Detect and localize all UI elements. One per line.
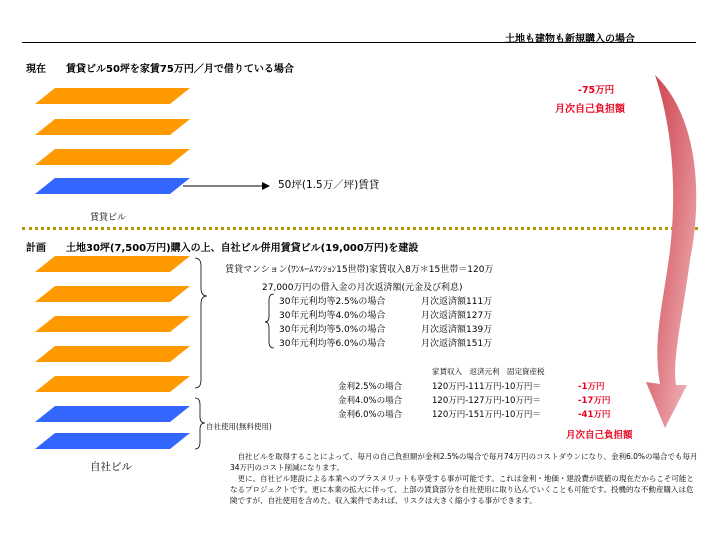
rental-floor-4 <box>35 178 190 194</box>
calc-formula-2: 120万円-127万円-10万円＝ <box>432 396 541 406</box>
calc-case-1: 金利2.5%の場合 <box>338 382 403 392</box>
loan-rate-4: 30年元利均等6.0%の場合 <box>279 339 386 349</box>
plan-floor-3 <box>35 316 190 332</box>
rent-arrow-head <box>262 182 270 190</box>
calc-result-1: -1万円 <box>578 382 605 392</box>
current-burden-label: 月次自己負担額 <box>555 104 625 115</box>
page-title: 土地も建物も新規購入の場合 <box>505 34 635 45</box>
calc-header: 家賃収入 返済元利 固定資産税 <box>432 367 545 376</box>
plan-floor-6 <box>35 406 190 422</box>
rental-floor-1 <box>35 88 190 104</box>
loan-payment-2: 月次返済額127万 <box>421 311 493 321</box>
description-paragraph-2: 更に、自社ビル建設による本業へのプラスメリットも享受する事が可能です。これは金利・地価・建設費が底値の現在だからこそ可能となるプロジェクトです。更に本業の拡大に伴って、上部の賃貸部分を自社使用に取り込んでいくことも可能です。投機的な不動産購入は危険ですが、自社使用を含めた、収入案件であれば、リスクは大きく縮小する事ができます。 <box>230 474 694 505</box>
plan-burden-label: 月次自己負担額 <box>566 430 633 441</box>
calc-formula-3: 120万円-151万円-10万円＝ <box>432 410 541 420</box>
plan-floor-2 <box>35 286 190 302</box>
loan-rows-brace <box>265 294 274 348</box>
self-use-floors-brace <box>195 398 205 449</box>
rental-building-label: 賃貸ビル <box>90 213 127 223</box>
rental-income-text: 賃貸マンション(ﾜﾝﾙｰﾑﾏﾝｼｮﾝ15世帯)家賃収入8万＊15世帯＝120万 <box>225 265 494 275</box>
current-label: 現在 <box>26 64 46 75</box>
plan-title: 土地30坪(7,500万円)購入の上、自社ビル併用賃貸ビル(19,000万円)を建設 <box>66 243 419 254</box>
loan-title: 27,000万円の借入金の月次返済額(元金及び利息) <box>262 283 463 293</box>
loan-payment-3: 月次返済額139万 <box>421 325 493 335</box>
calc-result-2: -17万円 <box>578 396 611 406</box>
rent-description: 50坪(1.5万／坪)賃貸 <box>278 179 380 191</box>
self-use-label: 自社使用(無料使用) <box>206 422 272 431</box>
comparison-arrow <box>646 75 696 428</box>
rental-floor-3 <box>35 149 190 165</box>
plan-floor-5 <box>35 376 190 392</box>
calc-case-2: 金利4.0%の場合 <box>338 396 403 406</box>
calc-result-3: -41万円 <box>578 410 611 420</box>
loan-payment-1: 月次返済額111万 <box>421 297 493 307</box>
plan-floor-1 <box>35 256 190 272</box>
loan-rate-3: 30年元利均等5.0%の場合 <box>279 325 386 335</box>
plan-floor-7 <box>35 433 190 449</box>
loan-rate-2: 30年元利均等4.0%の場合 <box>279 311 386 321</box>
plan-label: 計画 <box>26 243 46 254</box>
own-building-label: 自社ビル <box>90 461 132 473</box>
calc-case-3: 金利6.0%の場合 <box>338 410 403 420</box>
description-paragraph-1: 自社ビルを取得することによって、毎月の自己負担額が金利2.5%の場合で毎月74万円のコストダウンになり、金利6.0%の場合でも毎月34万円のコスト削減になります。 <box>230 452 698 472</box>
current-title: 賃貸ビル50坪を家賃75万円／月で借りている場合 <box>66 64 294 75</box>
loan-payment-4: 月次返済額151万 <box>421 339 493 349</box>
current-burden-value: -75万円 <box>578 85 615 96</box>
rental-floor-2 <box>35 119 190 135</box>
calc-formula-1: 120万円-111万円-10万円＝ <box>432 382 541 392</box>
rental-floors-brace <box>195 258 207 388</box>
plan-floor-4 <box>35 346 190 362</box>
loan-rate-1: 30年元利均等2.5%の場合 <box>279 297 386 307</box>
